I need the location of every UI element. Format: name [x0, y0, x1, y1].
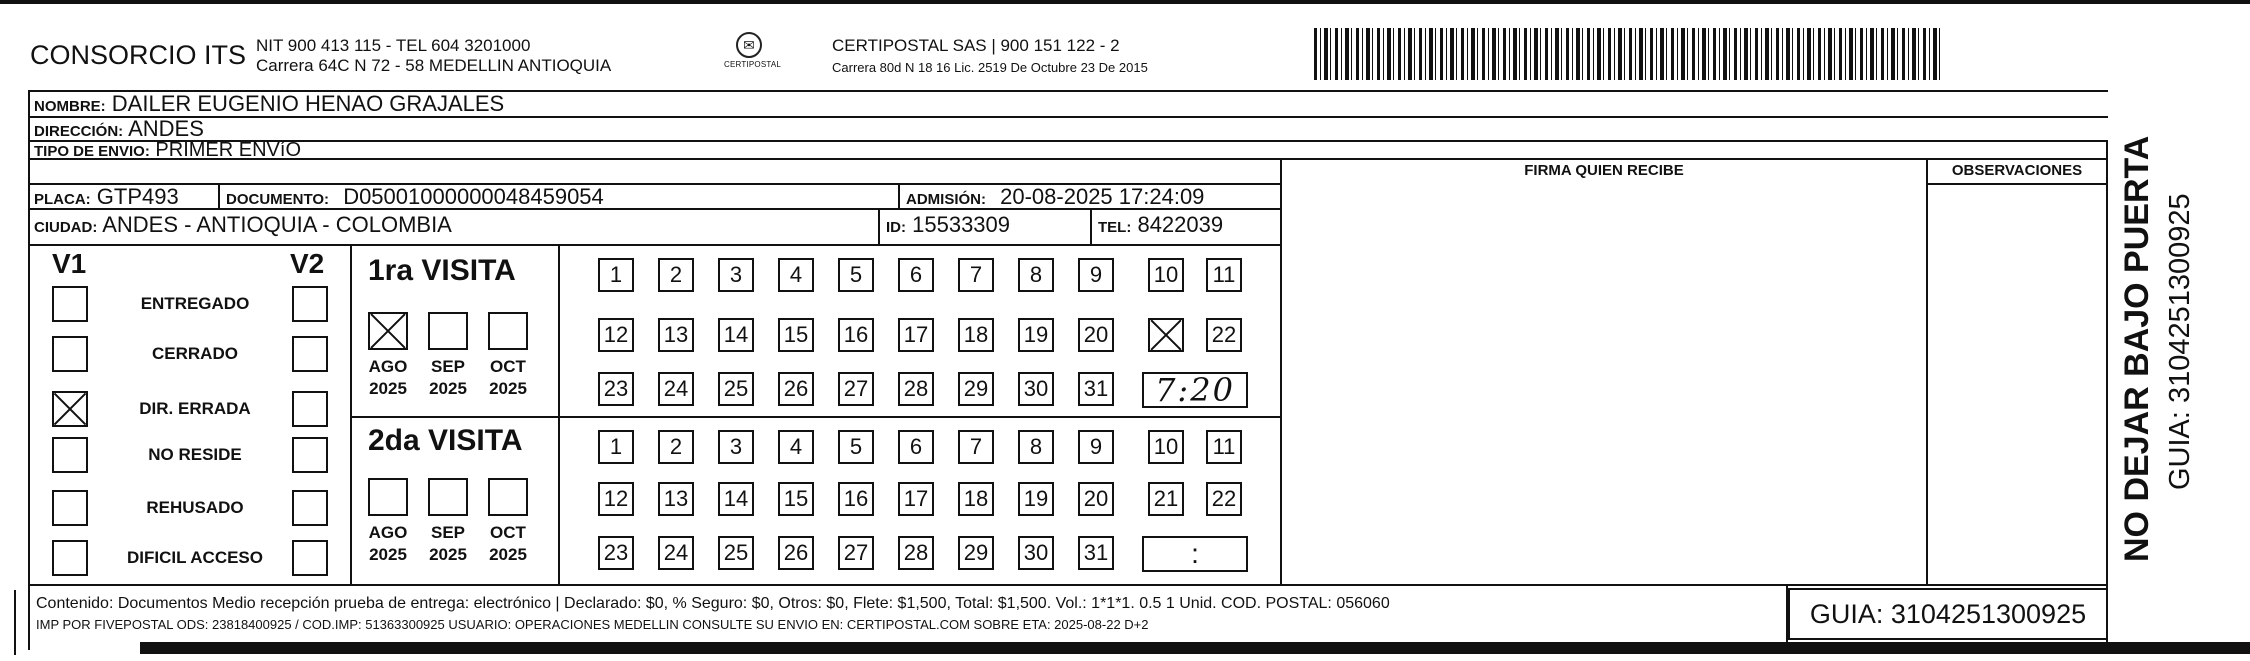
year-label: 2025 — [369, 379, 407, 398]
frame-line — [558, 244, 560, 584]
side-guia: GUIA: 3104251300925 — [2164, 193, 2196, 490]
v1-checkbox[interactable] — [52, 286, 88, 322]
frame-line — [218, 183, 220, 208]
day-box[interactable]: 2 — [658, 430, 694, 464]
day-box[interactable]: 6 — [898, 430, 934, 464]
day-box[interactable]: 1 — [598, 258, 634, 292]
frame-line — [28, 90, 30, 650]
placa-value: GTP493 — [96, 184, 179, 209]
status-label: REHUSADO — [146, 498, 244, 517]
year-label: 2025 — [369, 545, 407, 564]
day-box[interactable]: 30 — [1018, 372, 1054, 406]
barcode — [1314, 28, 1944, 80]
day-box[interactable]: 26 — [778, 536, 814, 570]
day-box[interactable]: 30 — [1018, 536, 1054, 570]
tel-cell — [1098, 213, 1223, 240]
v1-checkbox[interactable] — [52, 437, 88, 473]
certipostal-logo — [724, 32, 782, 80]
frame-line — [28, 244, 1280, 246]
v1-header: V1 — [52, 248, 87, 279]
nit-line: NIT 900 413 115 - TEL 604 3201000 — [256, 36, 531, 55]
address-line: Carrera 64C N 72 - 58 MEDELLIN ANTIOQUIA — [256, 56, 612, 75]
month-label: AGO — [368, 357, 408, 376]
v2-checkbox[interactable] — [292, 391, 328, 427]
top-border — [0, 0, 2250, 4]
v1-checkbox[interactable] — [52, 336, 88, 372]
day-box[interactable]: 22 — [1206, 482, 1242, 516]
day-box[interactable]: 8 — [1018, 430, 1054, 464]
frame-line — [350, 244, 352, 584]
frame-line — [28, 584, 2108, 586]
frame-line — [1926, 158, 1928, 586]
firma-header: FIRMA QUIEN RECIBE — [1524, 162, 1684, 179]
id-cell — [886, 213, 1010, 240]
status-label: ENTREGADO — [140, 294, 250, 313]
day-box[interactable]: 13 — [658, 482, 694, 516]
day-box[interactable]: 5 — [838, 258, 874, 292]
day-box[interactable]: 27 — [838, 372, 874, 406]
admision-label: ADMISIÓN: — [906, 191, 986, 208]
v2-checkbox[interactable] — [292, 336, 328, 372]
company-line: CERTIPOSTAL SAS | 900 151 122 - 2 — [832, 36, 1120, 55]
frame-line — [2106, 140, 2108, 644]
day-box[interactable]: 15 — [778, 318, 814, 352]
ciudad-value: ANDES - ANTIOQUIA - COLOMBIA — [102, 212, 452, 237]
status-label: NO RESIDE — [148, 445, 242, 464]
day-box[interactable]: 29 — [958, 372, 994, 406]
v2-checkbox[interactable] — [292, 540, 328, 576]
day-box[interactable]: 23 — [598, 372, 634, 406]
day-box[interactable]: 24 — [658, 536, 694, 570]
v2-header: V2 — [290, 248, 325, 279]
observaciones-header: OBSERVACIONES — [1951, 162, 2083, 179]
frame-line — [1090, 208, 1092, 244]
day-box[interactable]: 31 — [1078, 372, 1114, 406]
direccion-label: DIRECCIÓN: — [34, 123, 124, 140]
status-label: DIR. ERRADA — [139, 399, 251, 418]
month-checkbox[interactable] — [368, 312, 408, 350]
bottom-border — [140, 642, 2250, 654]
nombre-row — [34, 92, 504, 119]
v2-checkbox[interactable] — [292, 490, 328, 526]
day-box[interactable]: 7 — [958, 430, 994, 464]
day-box[interactable]: 19 — [1018, 482, 1054, 516]
logo-text: CERTIPOSTAL — [724, 60, 782, 69]
month-checkbox[interactable] — [488, 312, 528, 350]
documento-value: D05001000000048459054 — [343, 184, 604, 209]
frame-line — [1926, 183, 2108, 185]
day-box[interactable]: 2 — [658, 258, 694, 292]
nombre-label: NOMBRE: — [34, 98, 106, 115]
envelope-icon: ✉ — [736, 32, 762, 58]
v2-checkbox[interactable] — [292, 437, 328, 473]
placa-cell — [34, 185, 179, 212]
tipo-row — [34, 141, 301, 161]
placa-label: PLACA: — [34, 191, 91, 208]
day-box[interactable]: 19 — [1018, 318, 1054, 352]
day-box[interactable]: 12 — [598, 482, 634, 516]
v1-checkbox[interactable] — [52, 490, 88, 526]
month-label: OCT — [490, 357, 526, 376]
year-label: 2025 — [489, 379, 527, 398]
documento-label: DOCUMENTO: — [226, 191, 330, 208]
day-box[interactable]: 4 — [778, 258, 814, 292]
tipo-value: PRIMER ENVíO — [155, 139, 301, 161]
day-box[interactable]: 9 — [1078, 430, 1114, 464]
day-box[interactable]: 28 — [898, 372, 934, 406]
day-box[interactable]: 20 — [1078, 482, 1114, 516]
month-checkbox[interactable] — [488, 478, 528, 516]
status-label: DIFICIL ACCESO — [126, 548, 263, 567]
frame-line — [350, 416, 1280, 418]
visit-title: 1ra VISITA — [368, 254, 516, 287]
tel-label: TEL: — [1098, 219, 1132, 236]
year-label: 2025 — [489, 545, 527, 564]
day-box[interactable]: 5 — [838, 430, 874, 464]
day-box[interactable]: 1 — [598, 430, 634, 464]
day-box[interactable]: 17 — [898, 318, 934, 352]
ciudad-cell — [34, 213, 452, 240]
month-label: OCT — [490, 523, 526, 542]
id-value: 15533309 — [912, 212, 1011, 237]
day-box[interactable]: 7 — [958, 258, 994, 292]
day-box[interactable]: 10 — [1148, 430, 1184, 464]
left-edge-mark — [14, 590, 16, 655]
imp-line: IMP POR FIVEPOSTAL ODS: 23818400925 / COD.IMP: 51363300925 USUARIO: OPERACIONES MEDELLIN CONSULTE SU ENVIO EN: CERTIPOSTAL.COM SOBRE ETA: 2025-08-22 D+2 — [36, 617, 1149, 632]
day-box[interactable]: 27 — [838, 536, 874, 570]
day-box[interactable]: 18 — [958, 482, 994, 516]
day-box[interactable]: 23 — [598, 536, 634, 570]
month-checkbox[interactable] — [368, 478, 408, 516]
admision-cell — [906, 185, 1204, 212]
visit-title: 2da VISITA — [368, 424, 523, 457]
time-box[interactable]: 7:20 — [1142, 372, 1248, 408]
day-box[interactable]: 9 — [1078, 258, 1114, 292]
v1-checkbox[interactable] — [52, 540, 88, 576]
ciudad-label: CIUDAD: — [34, 219, 98, 236]
admision-value: 20-08-2025 17:24:09 — [1000, 184, 1205, 209]
day-box[interactable]: 25 — [718, 536, 754, 570]
day-box[interactable]: 16 — [838, 318, 874, 352]
day-box[interactable]: 14 — [718, 318, 754, 352]
day-box[interactable]: 18 — [958, 318, 994, 352]
frame-line — [898, 183, 900, 208]
day-box[interactable]: 25 — [718, 372, 754, 406]
day-box[interactable]: 10 — [1148, 258, 1184, 292]
contenido-line: Contenido: Documentos Medio recepción prueba de entrega: electrónico | Declarado: $0, % Seguro: $0, Otros: $0, Flete: $1,500, Total: $1,500. Vol.: 1*1*1. 0.5 1 Unid. COD. POSTAL: 056060 — [36, 595, 1390, 612]
day-box[interactable]: 11 — [1206, 430, 1242, 464]
time-box[interactable]: : — [1142, 536, 1248, 572]
tipo-label: TIPO DE ENVIO: — [34, 143, 150, 160]
day-box[interactable]: 11 — [1206, 258, 1242, 292]
day-box[interactable]: 14 — [718, 482, 754, 516]
id-label: ID: — [886, 219, 906, 236]
month-checkbox[interactable] — [428, 312, 468, 350]
month-checkbox[interactable] — [428, 478, 468, 516]
day-box[interactable]: 13 — [658, 318, 694, 352]
day-box[interactable]: 31 — [1078, 536, 1114, 570]
month-label: SEP — [430, 357, 466, 376]
day-box[interactable]: 28 — [898, 536, 934, 570]
v1-checkbox[interactable] — [52, 391, 88, 427]
month-label: SEP — [430, 523, 466, 542]
tel-value: 8422039 — [1137, 212, 1224, 237]
v2-checkbox[interactable] — [292, 286, 328, 322]
year-label: 2025 — [429, 545, 467, 564]
frame-line — [1280, 158, 1282, 586]
brand-name: CONSORCIO ITS — [30, 40, 247, 70]
day-box[interactable]: 3 — [718, 430, 754, 464]
day-box[interactable]: 29 — [958, 536, 994, 570]
day-box[interactable]: 3 — [718, 258, 754, 292]
day-box[interactable]: 17 — [898, 482, 934, 516]
month-label: AGO — [368, 523, 408, 542]
day-box[interactable]: 15 — [778, 482, 814, 516]
day-box[interactable]: 4 — [778, 430, 814, 464]
side-warning: NO DEJAR BAJO PUERTA — [2118, 135, 2156, 562]
day-box[interactable] — [1148, 318, 1184, 352]
day-box[interactable]: 21 — [1148, 482, 1184, 516]
day-box[interactable]: 12 — [598, 318, 634, 352]
documento-cell — [226, 185, 604, 212]
day-box[interactable]: 20 — [1078, 318, 1114, 352]
day-box[interactable]: 22 — [1206, 318, 1242, 352]
frame-line — [878, 208, 880, 244]
guia-box: GUIA: 3104251300925 — [1788, 588, 2108, 640]
day-box[interactable]: 26 — [778, 372, 814, 406]
direccion-value: ANDES — [128, 116, 204, 141]
day-box[interactable]: 16 — [838, 482, 874, 516]
day-box[interactable]: 8 — [1018, 258, 1054, 292]
nombre-value: DAILER EUGENIO HENAO GRAJALES — [111, 91, 505, 116]
company-address: Carrera 80d N 18 16 Lic. 2519 De Octubre 23 De 2015 — [832, 60, 1148, 75]
frame-line — [28, 140, 2108, 142]
day-box[interactable]: 6 — [898, 258, 934, 292]
year-label: 2025 — [429, 379, 467, 398]
status-label: CERRADO — [152, 344, 238, 363]
day-box[interactable]: 24 — [658, 372, 694, 406]
frame-line — [28, 158, 2108, 160]
